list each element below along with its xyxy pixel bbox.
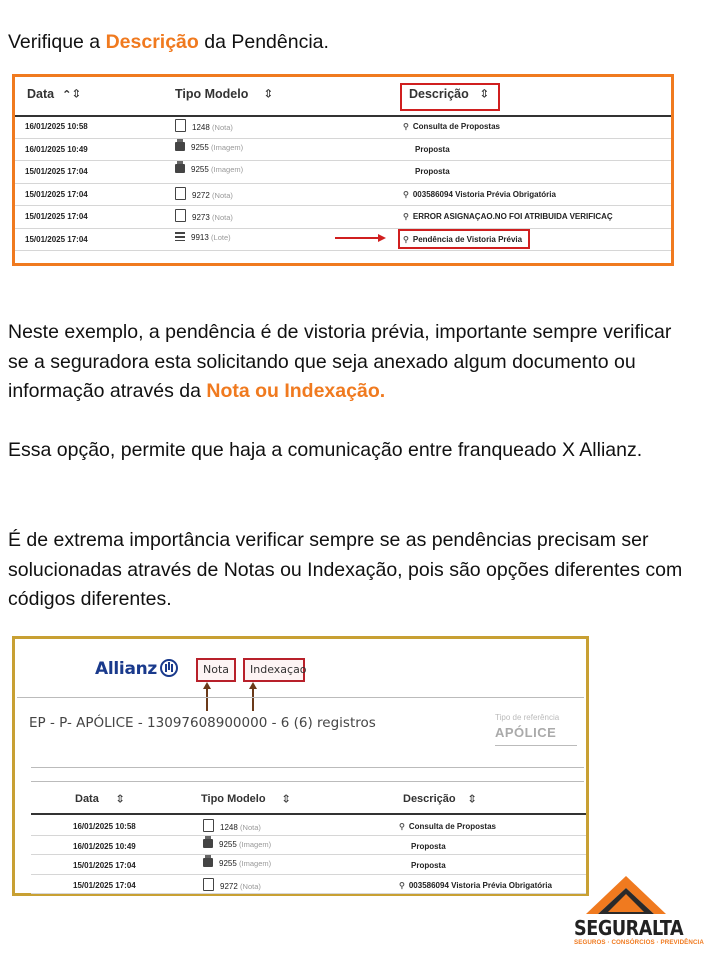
type-kind: (Imagem) — [211, 165, 244, 174]
sort-icon[interactable]: ⇕ — [263, 86, 274, 101]
table-row[interactable] — [31, 815, 586, 836]
header-date[interactable]: Data ⌃ — [27, 87, 72, 101]
table-row[interactable] — [31, 854, 586, 875]
cell-description[interactable] — [403, 167, 450, 176]
cell-date: 15/01/2025 17:04 — [73, 880, 136, 890]
description-text: Proposta — [411, 841, 446, 851]
type-code: 9255 — [219, 859, 237, 868]
sort-icon[interactable]: ⇕ — [281, 792, 292, 806]
nota-pointer-arrow-head — [203, 682, 211, 689]
description-text: Proposta — [415, 144, 450, 154]
divider — [17, 697, 584, 698]
type-kind: (Lote) — [211, 232, 231, 242]
search-icon[interactable]: ⚲ — [403, 212, 409, 221]
cell-date: 16/01/2025 10:49 — [73, 841, 136, 851]
intro-text — [8, 28, 684, 58]
header-type[interactable]: Tipo Modelo — [175, 87, 249, 101]
pending-table-screenshot — [12, 74, 674, 266]
seguralta-logo — [568, 872, 704, 950]
sort-icon[interactable]: ⌃ — [62, 89, 72, 101]
description-text: 003586094 Vistoria Prévia Obrigatória — [412, 189, 556, 199]
type-kind: (Nota) — [212, 123, 233, 132]
paragraph-explanation — [8, 318, 684, 407]
cell-type — [175, 119, 233, 132]
paragraph-highlight: Nota ou Indexação. — [206, 380, 386, 402]
table-header — [15, 77, 671, 117]
table-row[interactable] — [15, 138, 671, 162]
search-icon[interactable]: ⚲ — [403, 234, 409, 244]
sort-icon[interactable]: ⇕ — [467, 792, 478, 806]
cell-date: 15/01/2025 17:04 — [25, 189, 88, 199]
type-code: 1248 — [220, 823, 238, 832]
cell-description[interactable] — [399, 822, 496, 831]
search-icon[interactable]: ⚲ — [403, 189, 409, 199]
type-code: 9272 — [220, 881, 238, 891]
pending-highlight-box — [398, 229, 530, 249]
logo-wordmark: SEGURALTA — [574, 916, 684, 940]
cell-type — [175, 209, 233, 222]
logo-tagline: SEGUROS · CONSÓRCIOS · PREVIDÊNCIA — [574, 939, 704, 946]
cell-date: 15/01/2025 17:04 — [25, 212, 88, 221]
header-description[interactable]: Descrição — [409, 87, 469, 101]
reference-type-label: Tipo de referência — [495, 713, 560, 722]
printer-icon — [203, 858, 213, 867]
allianz-portal-screenshot — [12, 636, 589, 896]
list-icon — [175, 232, 185, 241]
allianz-logo-icon — [160, 659, 178, 677]
type-code: 9255 — [191, 165, 209, 174]
cell-type — [203, 878, 261, 891]
document-icon — [175, 119, 186, 132]
cell-description[interactable] — [403, 212, 613, 221]
nota-pointer-arrow — [206, 687, 208, 711]
description-highlight-box — [400, 83, 500, 111]
cell-type — [203, 858, 271, 868]
document-icon — [175, 209, 186, 222]
document-icon — [175, 187, 186, 200]
printer-icon — [175, 142, 185, 151]
type-kind: (Imagem) — [239, 859, 272, 868]
header-description[interactable]: Descrição — [403, 793, 456, 805]
cell-type — [175, 164, 243, 174]
document-icon — [203, 878, 214, 891]
description-text: Pendência de Vistoria Prévia — [412, 234, 523, 244]
document-icon — [203, 819, 214, 832]
sort-icon[interactable]: ⇕ — [71, 86, 82, 101]
search-icon[interactable]: ⚲ — [403, 122, 409, 131]
allianz-brand: Allianz — [95, 659, 158, 679]
table-row[interactable] — [15, 115, 671, 139]
type-kind: (Nota) — [212, 213, 233, 222]
table-header — [31, 785, 586, 815]
table-row[interactable] — [15, 228, 671, 252]
cell-description[interactable] — [399, 881, 552, 890]
cell-description[interactable] — [403, 122, 500, 131]
header-date[interactable]: Data — [75, 793, 99, 805]
description-text: Consulta de Propostas — [412, 122, 500, 131]
printer-icon — [203, 839, 213, 848]
header-type[interactable]: Tipo Modelo — [201, 793, 266, 805]
tab-indexacao[interactable]: Indexaçao — [243, 658, 305, 682]
paragraph-importance: É de extrema importância verificar sempre se as pendências precisam ser solucionadas através de Notas ou Indexação, pois são opções diferentes com códigos diferentes. — [8, 529, 683, 610]
pointer-arrow — [335, 237, 379, 239]
type-kind: (Nota) — [240, 823, 261, 832]
reference-underline — [495, 745, 577, 746]
table-row[interactable] — [31, 835, 586, 856]
type-code: 9272 — [192, 190, 210, 200]
type-code: 9273 — [192, 213, 210, 222]
cell-type — [203, 839, 271, 849]
description-text: Proposta — [415, 167, 450, 176]
type-kind: (Imagem) — [239, 839, 272, 849]
intro-pre: Verifique a — [8, 31, 106, 53]
cell-type — [175, 142, 243, 152]
description-text: Proposta — [411, 861, 446, 870]
table-row[interactable] — [15, 205, 671, 229]
tab-nota[interactable]: Nota — [196, 658, 236, 682]
cell-type — [175, 232, 231, 242]
policy-title: EP - P- APÓLICE - 13097608900000 - 6 (6) registros — [29, 715, 376, 731]
divider — [31, 767, 584, 768]
description-text: 003586094 Vistoria Prévia Obrigatória — [408, 880, 552, 890]
cell-description[interactable] — [403, 190, 556, 199]
indexacao-pointer-arrow-head — [249, 682, 257, 689]
type-kind: (Nota) — [212, 190, 233, 200]
intro-post: da Pendência. — [198, 31, 329, 53]
cell-date: 15/01/2025 17:04 — [73, 861, 136, 870]
search-icon[interactable]: ⚲ — [399, 822, 405, 831]
cell-date: 15/01/2025 17:04 — [25, 234, 88, 244]
type-code: 9913 — [191, 232, 209, 242]
cell-date: 16/01/2025 10:58 — [25, 122, 88, 131]
description-text: ERROR ASIGNAÇAO.NO FOI ATRIBUIDA VERIFICAÇ — [412, 212, 613, 221]
type-code: 1248 — [192, 123, 210, 132]
cell-description[interactable] — [399, 842, 446, 851]
intro-highlight: Descrição — [105, 31, 199, 53]
indexacao-pointer-arrow — [252, 687, 254, 711]
pointer-arrow-head — [378, 234, 386, 242]
table-row[interactable] — [15, 183, 671, 207]
cell-date: 16/01/2025 10:58 — [73, 822, 136, 831]
search-icon[interactable]: ⚲ — [399, 880, 405, 890]
paragraph-explanation-text: Neste exemplo, a pendência é de vistoria prévia, importante sempre verificar se a seguradora esta solicitando que seja anexado algum documento ou informação através da — [8, 321, 672, 402]
reference-type-value[interactable]: APÓLICE — [495, 725, 557, 740]
type-code: 9255 — [191, 142, 209, 152]
cell-date: 15/01/2025 17:04 — [25, 167, 88, 176]
cell-type — [203, 819, 261, 832]
description-text: Consulta de Propostas — [408, 822, 496, 831]
paragraph-communication: Essa opção, permite que haja a comunicação entre franqueado X Allianz. — [8, 439, 643, 461]
divider — [31, 781, 584, 782]
cell-description[interactable] — [399, 861, 446, 870]
type-kind: (Imagem) — [211, 142, 244, 152]
type-code: 9255 — [219, 839, 237, 849]
table-row[interactable] — [31, 874, 586, 895]
type-kind: (Nota) — [240, 881, 261, 891]
cell-type — [175, 187, 233, 200]
roof-logo-icon — [568, 872, 684, 918]
table-row[interactable] — [15, 160, 671, 184]
printer-icon — [175, 164, 185, 173]
sort-icon[interactable]: ⇕ — [479, 86, 490, 101]
sort-icon[interactable]: ⇕ — [115, 792, 126, 806]
cell-description[interactable] — [403, 145, 450, 154]
cell-date: 16/01/2025 10:49 — [25, 144, 88, 154]
